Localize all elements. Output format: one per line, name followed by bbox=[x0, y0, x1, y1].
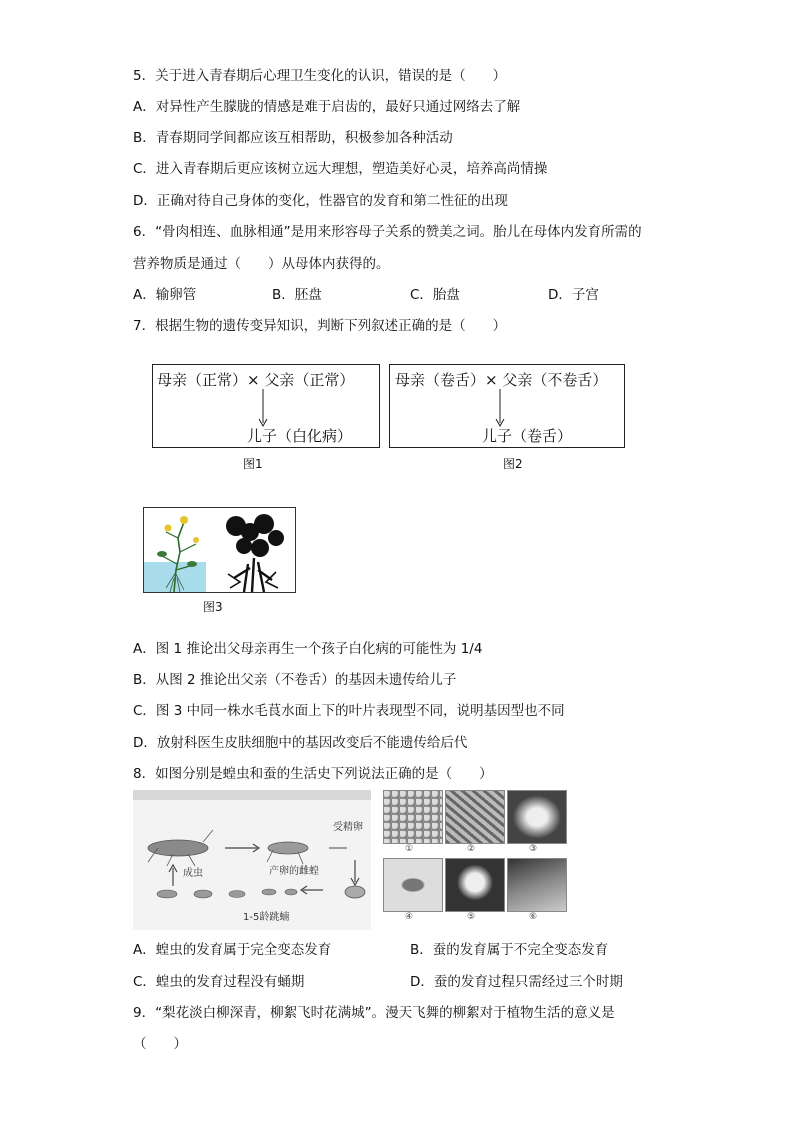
q8-option-b: B．蚕的发育属于不完全变态发育 bbox=[410, 942, 609, 958]
silkworm-label-1: ① bbox=[405, 844, 414, 854]
q8-option-d: D．蚕的发育过程只需经过三个时期 bbox=[410, 974, 623, 990]
q5-stem: 5．关于进入青春期后心理卫生变化的认识，错误的是（ ） bbox=[133, 68, 507, 84]
figure-1-box bbox=[152, 364, 380, 448]
silkworm-photo-5 bbox=[445, 858, 505, 912]
q7-option-d: D．放射科医生皮肤细胞中的基因改变后不能遗传给后代 bbox=[133, 735, 468, 751]
silkworm-photo-2 bbox=[445, 790, 505, 844]
fig2-child: 儿子（卷舌） bbox=[482, 427, 573, 445]
silkworm-photo-3 bbox=[507, 790, 567, 844]
q6-stem-line1: 6．“骨肉相连、血脉相通”是用来形容母子关系的赞美之词。胎儿在母体内发育所需的 bbox=[133, 224, 642, 240]
q8-stem: 8．如图分别是蝗虫和蚕的生活史下列说法正确的是（ ） bbox=[133, 766, 493, 782]
q8-option-a: A．蝗虫的发育属于完全变态发育 bbox=[133, 942, 332, 958]
silkworm-photo-6 bbox=[507, 858, 567, 912]
water-buttercup-illustration bbox=[144, 508, 295, 592]
fig2-parents: 母亲（卷舌）× 父亲（不卷舌） bbox=[395, 371, 608, 389]
locust-female-label: 产卵的雌蝗 bbox=[269, 866, 319, 877]
q6-option-b: B．胚盘 bbox=[272, 287, 322, 303]
silkworm-photo-4 bbox=[383, 858, 443, 912]
figure-2-caption: 图2 bbox=[503, 457, 523, 471]
fig1-parents: 母亲（正常）× 父亲（正常） bbox=[157, 371, 355, 389]
silkworm-photo-1 bbox=[383, 790, 443, 844]
q7-option-a: A．图 1 推论出父母亲再生一个孩子白化病的可能性为 1/4 bbox=[133, 641, 483, 657]
q6-option-d: D．子宫 bbox=[548, 287, 599, 303]
q8-option-c: C．蝗虫的发育过程没有蛹期 bbox=[133, 974, 305, 990]
locust-life-cycle-image bbox=[133, 790, 371, 930]
q9-stem: 9．“梨花淡白柳深青，柳絮飞时花满城”。漫天飞舞的柳絮对于植物生活的意义是 bbox=[133, 1005, 615, 1021]
locust-nymph-label: 1-5龄跳蝻 bbox=[243, 912, 290, 923]
q7-option-b: B．从图 2 推论出父亲（不卷舌）的基因未遗传给儿子 bbox=[133, 672, 457, 688]
q5-option-a: A．对异性产生朦胧的情感是难于启齿的，最好只通过网络去了解 bbox=[133, 99, 521, 115]
q5-option-c: C．进入青春期后更应该树立远大理想，塑造美好心灵，培养高尚情操 bbox=[133, 161, 548, 177]
figure-3-caption: 图3 bbox=[203, 600, 223, 614]
locust-egg-label: 受精卵 bbox=[333, 822, 363, 833]
fig1-arrow-icon bbox=[253, 389, 273, 429]
silkworm-label-3: ③ bbox=[529, 844, 538, 854]
silkworm-label-5: ⑤ bbox=[467, 912, 476, 922]
q6-option-c: C．胎盘 bbox=[410, 287, 460, 303]
silkworm-label-4: ④ bbox=[405, 912, 414, 922]
fig2-arrow-icon bbox=[490, 389, 510, 429]
fig1-child: 儿子（白化病） bbox=[247, 427, 353, 445]
figure-3-image bbox=[143, 507, 296, 593]
q6-stem-line2: 营养物质是通过（ ）从母体内获得的。 bbox=[133, 256, 390, 272]
q5-option-d: D．正确对待自己身体的变化，性器官的发育和第二性征的出现 bbox=[133, 193, 508, 209]
q7-option-c: C．图 3 中同一株水毛茛水面上下的叶片表现型不同，说明基因型也不同 bbox=[133, 703, 565, 719]
locust-adult-label: 成虫 bbox=[183, 868, 203, 879]
silkworm-label-6: ⑥ bbox=[529, 912, 538, 922]
figure-2-box bbox=[389, 364, 625, 448]
q6-option-a: A．输卵管 bbox=[133, 287, 197, 303]
figure-1-caption: 图1 bbox=[243, 457, 263, 471]
q5-option-b: B．青春期同学间都应该互相帮助，积极参加各种活动 bbox=[133, 130, 453, 146]
q7-stem: 7．根据生物的遗传变异知识，判断下列叙述正确的是（ ） bbox=[133, 318, 507, 334]
silkworm-label-2: ② bbox=[467, 844, 476, 854]
q9-answer-blank: （ ） bbox=[133, 1036, 187, 1052]
silkworm-photos bbox=[383, 790, 567, 926]
